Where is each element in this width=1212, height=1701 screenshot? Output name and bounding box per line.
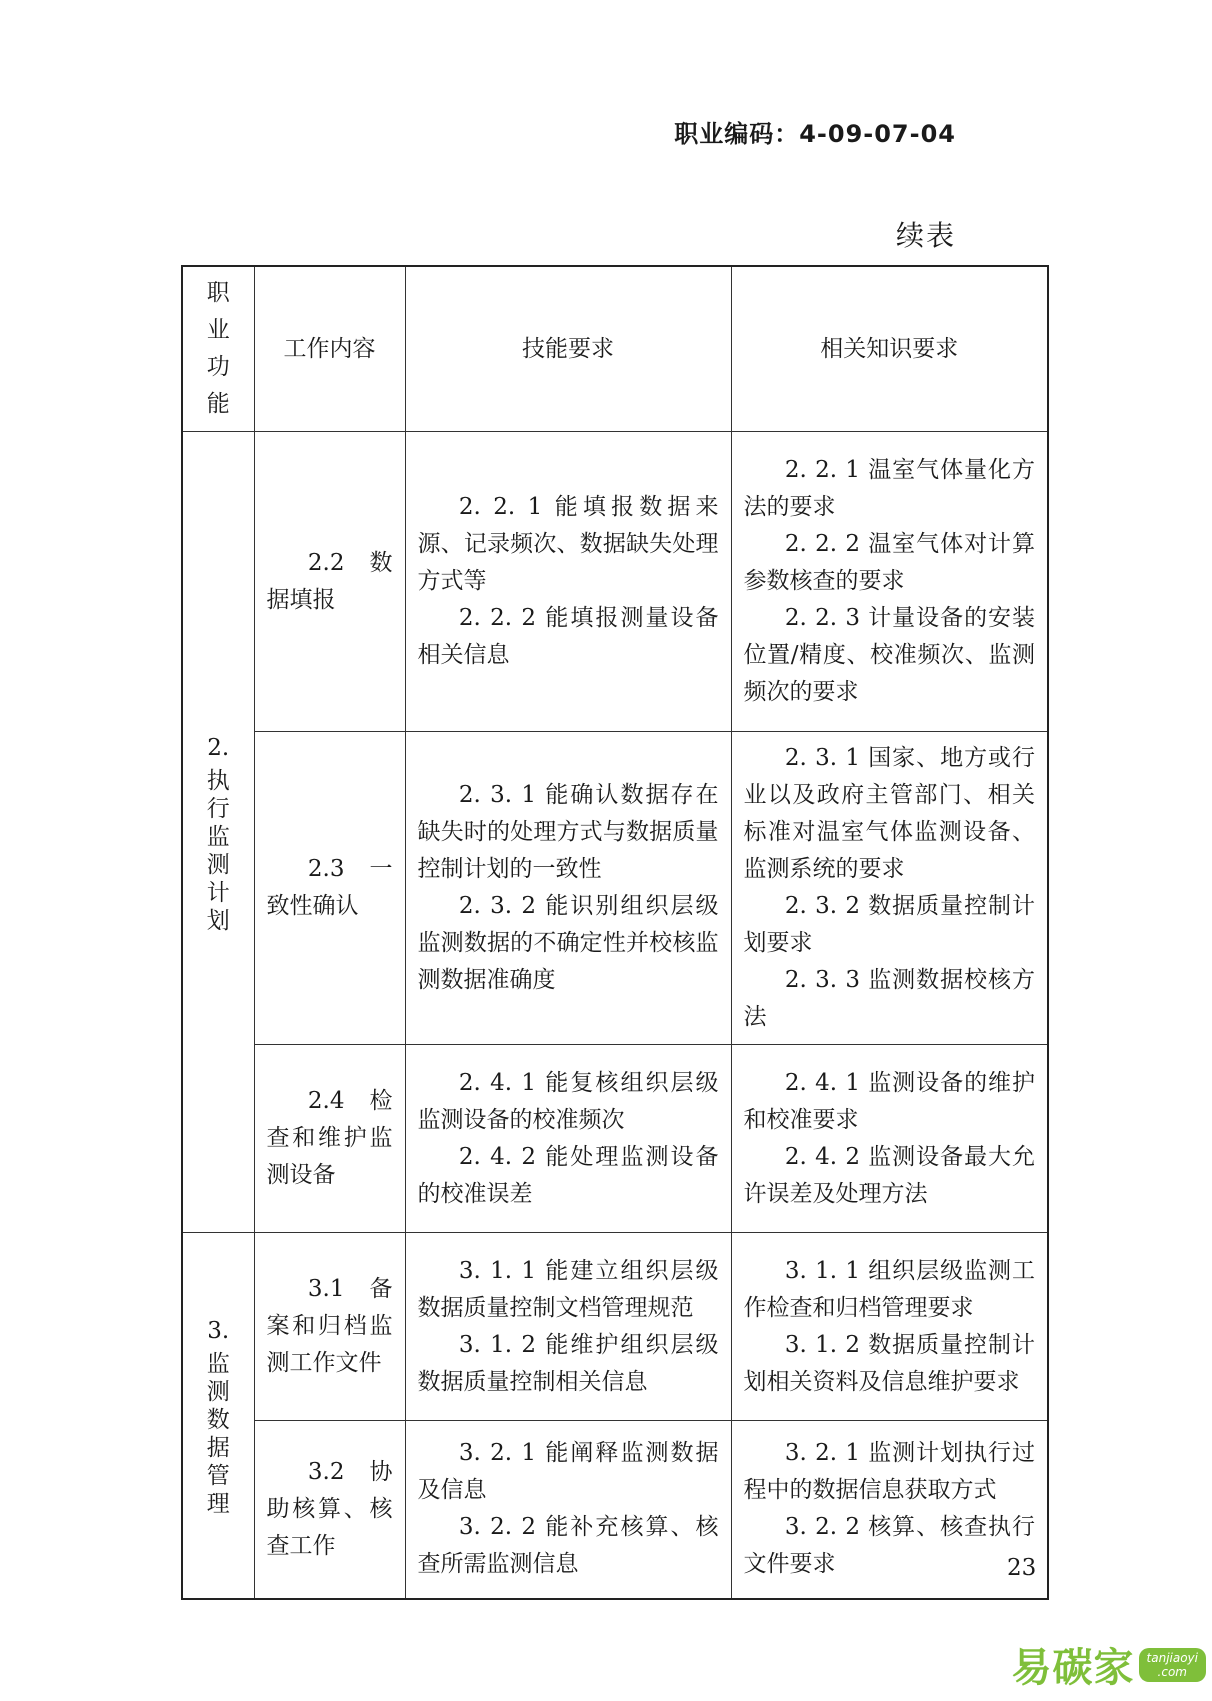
table-header-row	[182, 266, 1048, 432]
function-cell	[182, 1233, 254, 1599]
skill-item: 3. 2. 2 能补充核算、核查所需监测信息	[417, 1514, 719, 1578]
watermark-badge-line1: tanjiaoyi	[1146, 1650, 1198, 1665]
skill-item: 2. 3. 2 能识别组织层级监测数据的不确定性并校核监测数据准确度	[417, 893, 719, 993]
table-row	[182, 1045, 1048, 1233]
knowledge-item: 3. 2. 2 核算、核查执行文件要求	[743, 1514, 1035, 1578]
skill-cell	[405, 1233, 731, 1421]
knowledge-item: 2. 4. 2 监测设备最大允许误差及处理方法	[743, 1143, 1035, 1207]
table-row	[182, 1421, 1048, 1599]
header-skill-requirements: 技能要求	[405, 266, 731, 432]
skill-item: 2. 3. 1 能确认数据存在缺失时的处理方式与数据质量控制计划的一致性	[417, 782, 719, 882]
skill-cell	[405, 732, 731, 1045]
knowledge-item: 2. 4. 1 监测设备的维护和校准要求	[743, 1069, 1035, 1133]
header-knowledge-requirements: 相关知识要求	[731, 266, 1048, 432]
knowledge-cell	[731, 1045, 1048, 1233]
watermark-badge-line2: .com	[1157, 1664, 1187, 1679]
skill-item: 3. 2. 1 能阐释监测数据及信息	[417, 1440, 719, 1504]
skill-item: 2. 4. 1 能复核组织层级监测设备的校准频次	[417, 1069, 719, 1133]
skill-item: 2. 2. 1 能填报数据来源、记录频次、数据缺失处理方式等	[417, 494, 719, 594]
work-content-cell	[254, 732, 405, 1045]
knowledge-item: 2. 3. 3 监测数据校核方法	[743, 967, 1035, 1030]
work-content-cell	[254, 432, 405, 732]
work-content-cell	[254, 1421, 405, 1599]
knowledge-cell	[731, 432, 1048, 732]
header-occupation-function: 职业功能	[182, 266, 254, 432]
table-row	[182, 1233, 1048, 1421]
function-name: 执行监测计划	[206, 767, 230, 934]
knowledge-item: 2. 2. 3 计量设备的安装位置/精度、校准频次、监测频次的要求	[743, 605, 1035, 705]
knowledge-cell	[731, 1421, 1048, 1599]
work-content: 2.2 数据填报	[266, 549, 393, 613]
occupation-code: 职业编码：4-09-07-04	[674, 120, 956, 148]
skill-item: 3. 1. 1 能建立组织层级数据质量控制文档管理规范	[417, 1257, 719, 1321]
knowledge-item: 2. 2. 2 温室气体对计算参数核查的要求	[743, 531, 1035, 594]
page-number: 23	[1007, 1555, 1037, 1581]
knowledge-cell	[731, 1233, 1048, 1421]
work-content: 2.3 一致性确认	[266, 856, 393, 919]
watermark-badge	[1139, 1648, 1206, 1682]
function-number: 3.	[207, 1317, 230, 1344]
skill-item: 3. 1. 2 能维护组织层级数据质量控制相关信息	[417, 1331, 719, 1395]
knowledge-item: 2. 2. 1 温室气体量化方法的要求	[743, 457, 1035, 520]
work-content: 3.1 备案和归档监测工作文件	[266, 1276, 393, 1376]
skill-item: 2. 4. 2 能处理监测设备的校准误差	[417, 1143, 719, 1207]
table-row	[182, 432, 1048, 732]
knowledge-item: 2. 3. 2 数据质量控制计划要求	[743, 893, 1035, 956]
continued-table-title: 续表	[895, 219, 956, 252]
skill-item: 2. 2. 2 能填报测量设备相关信息	[417, 605, 719, 668]
work-content: 3.2 协助核算、核查工作	[266, 1458, 393, 1559]
work-content-cell	[254, 1233, 405, 1421]
knowledge-item: 3. 1. 2 数据质量控制计划相关资料及信息维护要求	[743, 1331, 1035, 1395]
function-number: 2.	[207, 734, 230, 761]
knowledge-item: 3. 1. 1 组织层级监测工作检查和归档管理要求	[743, 1257, 1035, 1321]
knowledge-cell	[731, 732, 1048, 1045]
skill-cell	[405, 1421, 731, 1599]
function-cell	[182, 432, 254, 1233]
skills-table	[181, 265, 1049, 1600]
work-content-cell	[254, 1045, 405, 1233]
function-name: 监测数据管理	[206, 1350, 230, 1517]
table-row	[182, 732, 1048, 1045]
knowledge-item: 3. 2. 1 监测计划执行过程中的数据信息获取方式	[743, 1440, 1035, 1504]
knowledge-item: 2. 3. 1 国家、地方或行业以及政府主管部门、相关标准对温室气体监测设备、监测系统的要求	[743, 745, 1035, 882]
skill-cell	[405, 1045, 731, 1233]
watermark	[1012, 1636, 1206, 1693]
skill-cell	[405, 432, 731, 732]
header-work-content: 工作内容	[254, 266, 405, 432]
watermark-logo-text: 易碳家	[1011, 1645, 1135, 1691]
work-content: 2.4 检查和维护监测设备	[266, 1088, 393, 1188]
